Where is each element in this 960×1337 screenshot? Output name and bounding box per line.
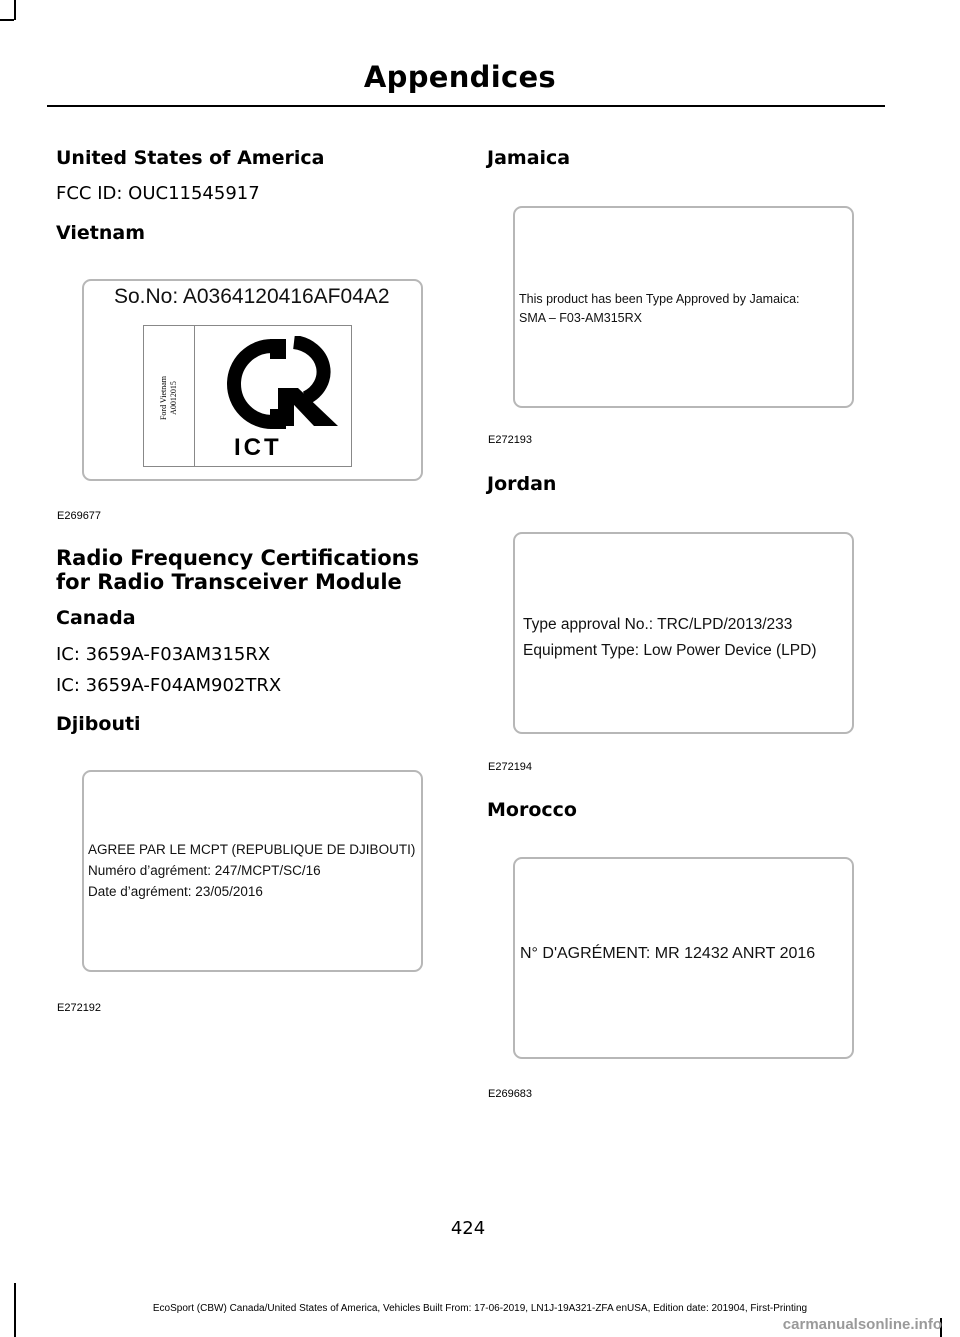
morocco-heading: Morocco (487, 799, 577, 821)
jordan-heading: Jordan (487, 473, 557, 495)
canada-ic-2: IC: 3659A-F04AM902TRX (56, 675, 282, 696)
jamaica-heading: Jamaica (487, 147, 571, 169)
djibouti-line3: Date d’agrément: 23/05/2016 (88, 884, 263, 899)
figure-id-djibouti: E272192 (57, 1002, 102, 1014)
jamaica-line2: SMA – F03-AM315RX (519, 311, 642, 325)
figure-id-jamaica: E272193 (488, 434, 533, 446)
morocco-label-image (513, 857, 854, 1059)
djibouti-label-image (82, 770, 423, 972)
djibouti-heading: Djibouti (56, 713, 141, 735)
page-number: 424 (450, 1218, 486, 1239)
vietnam-side-text (159, 343, 179, 453)
figure-id-vietnam: E269677 (57, 510, 102, 522)
page-header-title: Appendices (363, 60, 556, 94)
jordan-line2: Equipment Type: Low Power Device (LPD) (523, 642, 817, 659)
canada-ic-1: IC: 3659A-F03AM315RX (56, 644, 271, 665)
jordan-line1: Type approval No.: TRC/LPD/2013/233 (523, 616, 793, 633)
rf-certifications-heading: Radio Frequency Certifications for Radio Transceiver Module (56, 546, 420, 594)
ict-logo-text: ICT (234, 434, 282, 461)
jamaica-label-image (513, 206, 854, 408)
vietnam-heading: Vietnam (56, 222, 145, 244)
crop-mark-top-left-v (14, 0, 16, 20)
morocco-line1: N° D'AGRÉMENT: MR 12432 ANRT 2016 (520, 945, 816, 962)
document-footer: EcoSport (CBW) Canada/United States of America, Vehicles Built From: 17-06-2019, LN1J-19A321-ZFA enUSA, Edition date: 201904, First-Printing (152, 1303, 808, 1314)
vietnam-label-image (82, 279, 423, 481)
jordan-label-text (523, 612, 817, 664)
ict-cr-logo-icon (214, 336, 344, 431)
vietnam-so-no: So.No: A0364120416AF04A2 (114, 285, 390, 308)
djibouti-line2: Numéro d’agrément: 247/MCPT/SC/16 (88, 863, 321, 878)
crop-mark-top-left-h (0, 19, 14, 21)
djibouti-label-text (88, 839, 415, 902)
header-divider (47, 105, 885, 107)
watermark-text: carmanualsonline.info (782, 1316, 942, 1333)
jordan-label-image (513, 532, 854, 734)
usa-fcc-id: FCC ID: OUC11545917 (56, 183, 260, 204)
jamaica-label-text (519, 290, 800, 328)
vietnam-side-line2: A0012015 (169, 381, 178, 415)
usa-heading: United States of America (56, 147, 325, 169)
figure-id-morocco: E269683 (488, 1088, 533, 1100)
vietnam-certification-box (143, 325, 352, 467)
vietnam-side-line1: Ford Vietnam (159, 375, 168, 421)
canada-heading: Canada (56, 607, 136, 629)
djibouti-line1: AGREE PAR LE MCPT (REPUBLIQUE DE DJIBOUTI) (88, 842, 416, 857)
vietnam-side-panel (144, 326, 195, 466)
jamaica-line1: This product has been Type Approved by Jamaica: (519, 292, 800, 306)
figure-id-jordan: E272194 (488, 761, 533, 773)
